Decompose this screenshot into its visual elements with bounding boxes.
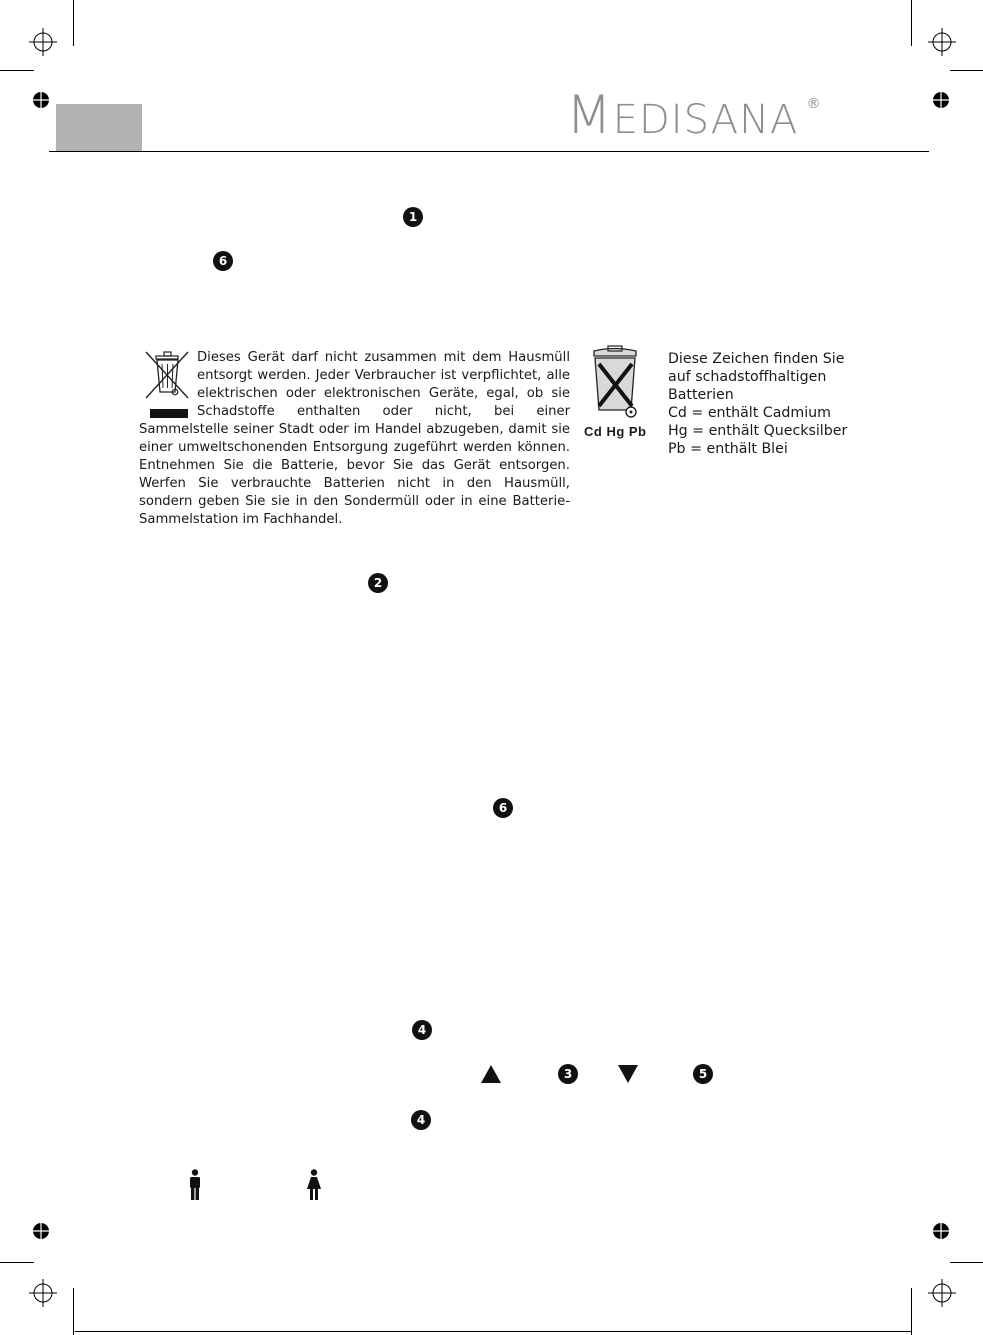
alignment-dot-icon (31, 90, 51, 110)
registration-mark-icon (928, 28, 956, 56)
marker-4: 4 (411, 1110, 431, 1130)
battery-info-line: Hg = enthält Quecksilber (668, 423, 848, 439)
header-rule (49, 151, 929, 152)
battery-info-line: Cd = enthält Cadmium (668, 405, 831, 421)
marker-1: 1 (403, 207, 423, 227)
male-figure-icon (187, 1169, 203, 1200)
crop-mark (73, 0, 74, 46)
medisana-logo (566, 85, 822, 146)
battery-info-line: Pb = enthält Blei (668, 441, 788, 457)
battery-info-line: Diese Zeichen finden Sie (668, 351, 845, 367)
registration-mark-icon (29, 1279, 57, 1307)
female-figure-icon (305, 1169, 323, 1200)
registration-mark: ® (806, 96, 822, 112)
crossed-out-battery-bin-icon (586, 344, 644, 420)
crop-mark (911, 0, 912, 46)
battery-info-line: auf schadstoffhaltigen (668, 369, 827, 385)
crop-mark (73, 1288, 74, 1335)
battery-info (668, 350, 858, 458)
marker-4: 4 (412, 1020, 432, 1040)
logo-text: MEDISANA (566, 85, 799, 146)
crop-mark (0, 70, 34, 71)
crop-mark (950, 70, 983, 71)
triangle-up-icon (481, 1065, 501, 1083)
marker-3: 3 (558, 1064, 578, 1084)
marker-5: 5 (693, 1064, 713, 1084)
crop-mark (911, 1288, 912, 1335)
alignment-dot-icon (931, 90, 951, 110)
registration-mark-icon (29, 28, 57, 56)
battery-chemicals-label: Cd Hg Pb (584, 424, 647, 439)
marker-2: 2 (368, 573, 388, 593)
marker-6: 6 (213, 251, 233, 271)
wheelie-bin-spacer (139, 349, 197, 421)
crop-mark (0, 1262, 34, 1263)
battery-info-line: Batterien (668, 387, 734, 403)
registration-mark-icon (928, 1279, 956, 1307)
marker-6: 6 (493, 798, 513, 818)
disposal-notice (139, 349, 570, 529)
alignment-dot-icon (31, 1221, 51, 1241)
triangle-down-icon (618, 1065, 638, 1083)
crop-mark (950, 1262, 983, 1263)
header-gray-block (56, 104, 142, 151)
alignment-dot-icon (931, 1221, 951, 1241)
disposal-notice-text: Dieses Gerät darf nicht zusammen mit dem Hausmüll entsorgt werden. Jeder Verbraucher ist verpflichtet, alle elektrischen oder elektronischen Geräte, egal, ob sie Schadstoffe enthalten oder nicht, bei einer Sammelstelle seiner Stadt oder im Handel abzugeben, damit sie einer umweltschonenden Entsorgung zugeführt werden können. Entnehmen Sie die Batterie, bevor Sie das Gerät entsorgen. Werfen Sie verbrauchte Batterien nicht in den Hausmüll, sondern geben Sie sie in den Sondermüll oder in eine Batterie-Sammelstation im Fachhandel. (139, 350, 570, 527)
crop-mark (75, 1331, 911, 1332)
